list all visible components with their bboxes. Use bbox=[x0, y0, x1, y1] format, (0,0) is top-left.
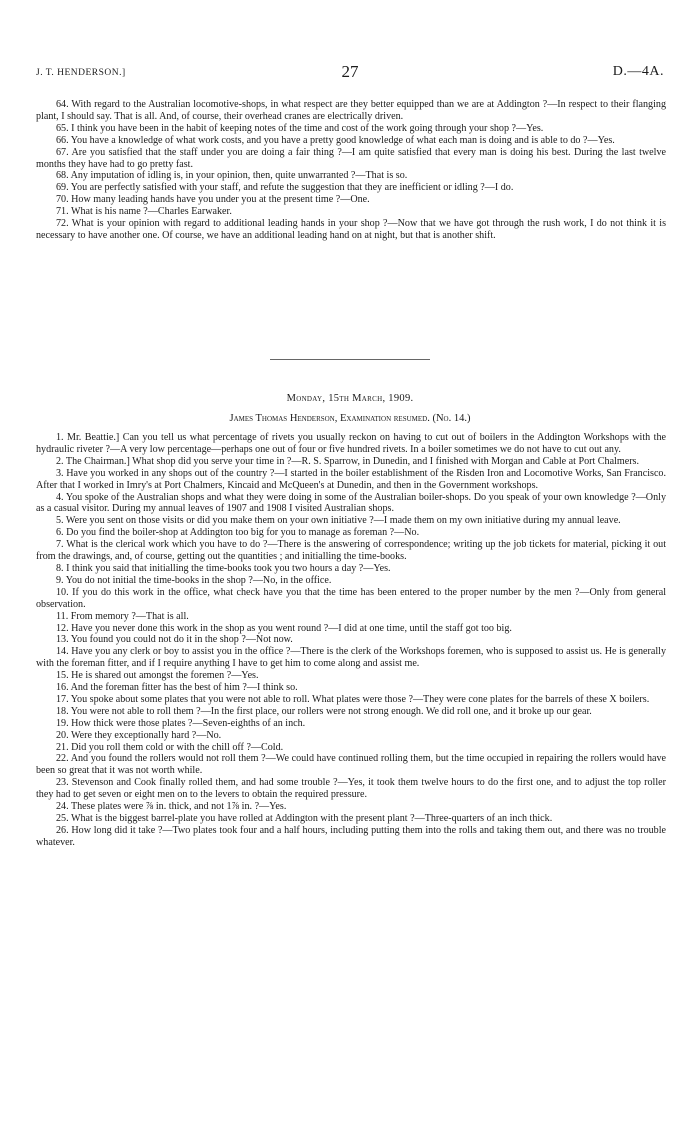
testimony-section-resumed bbox=[36, 432, 666, 849]
question-answer: 6. Do you find the boiler-shop at Addington too big for you to manage as foreman ?—No. bbox=[56, 527, 420, 539]
question-answer: 20. Were they exceptionally hard ?—No. bbox=[56, 729, 222, 741]
page-number: 27 bbox=[341, 62, 359, 81]
question-answer: 7. What is the clerical work which you have to do ?—There is the answering of correspondence; writing up the job tickets for material, picking it out from the drawings, and, of course, getting out the quantities ; and initialling the time-books. bbox=[36, 539, 666, 563]
question-answer: 22. And you found the rollers would not roll them ?—We could have continued rolling them, but the time occupied in repairing the rollers would have been so great that it was not worth while. bbox=[36, 753, 666, 777]
question-answer: 4. You spoke of the Australian shops and what they were doing in some of the Australian boiler-shops. Do you speak of your own knowledge ?—Only as a casual visitor. During my annual leaves of 1907 and 1908 I visited Australian shops. bbox=[36, 491, 666, 515]
question-answer: 10. If you do this work in the office, what check have you that the time has been entered to the proper number by the men ?—Only from general observation. bbox=[36, 586, 666, 610]
question-answer: 17. You spoke about some plates that you were not able to roll. What plates were those ?—They were cone plates for the barrels of these X boilers. bbox=[56, 693, 650, 705]
header-witness-name: J. T. HENDERSON.] bbox=[36, 68, 126, 78]
question-answer: 18. You were not able to roll them ?—In the first place, our rollers were not strong enough. We did roll one, and it broke up our gear. bbox=[56, 705, 592, 717]
question-answer: 8. I think you said that initialling the time-books took you two hours a day ?—Yes. bbox=[56, 562, 391, 574]
question-answer: 65. I think you have been in the habit of keeping notes of the time and cost of the work going through your shop ?—Yes. bbox=[56, 122, 544, 134]
question-answer: 15. He is shared out amongst the foremen ?—Yes. bbox=[56, 670, 259, 682]
question-answer: 24. These plates were ⅞ in. thick, and not 1⅞ in. ?—Yes. bbox=[56, 801, 287, 813]
question-answer: 70. How many leading hands have you under you at the present time ?—One. bbox=[56, 194, 370, 206]
document-reference: D.—4A. bbox=[612, 64, 664, 79]
section-divider bbox=[270, 359, 430, 360]
question-answer: 64. With regard to the Australian locomotive-shops, in what respect are they better equipped than we are at Addington ?—In respect to their flanging plant, I should say. That is all. And, of course, their overhead cranes are electrically driven. bbox=[36, 99, 666, 122]
question-answer: 67. Are you satisfied that the staff under you are doing a fair thing ?—I am quite satisfied that every man is doing his best. During the last twelve months they have had to go pretty fast. bbox=[36, 146, 666, 170]
question-answer: 11. From memory ?—That is all. bbox=[56, 610, 189, 622]
question-answer: 12. Have you never done this work in the shop as you went round ?—I did at one time, until the staff got too big. bbox=[56, 622, 512, 634]
question-answer: 16. And the foreman fitter has the best of him ?—I think so. bbox=[56, 682, 298, 694]
question-answer: 1. Mr. Beattie.] Can you tell us what percentage of rivets you usually reckon on having to cut out of boilers in the Addington Workshops with the hydraulic riveter ?—A very low percentage—perhaps one out of four or five hundred rivets. In a boiler sometimes we do not have to cut out any. bbox=[36, 432, 666, 455]
question-answer: 14. Have you any clerk or boy to assist you in the office ?—There is the clerk of the Workshops foremen, who is supposed to assist us. He is generally with the foreman fitter, and if I require anything I have to get him to come along and assist me. bbox=[36, 646, 666, 670]
question-answer: 19. How thick were those plates ?—Seven-eighths of an inch. bbox=[56, 717, 306, 729]
question-answer: 5. Were you sent on those visits or did you make them on your own initiative ?—I made them on my own initiative during my annual leave. bbox=[56, 515, 621, 527]
page-header bbox=[36, 62, 664, 84]
question-answer: 69. You are perfectly satisfied with your staff, and refute the suggestion that they are inefficient or idling ?—I do. bbox=[56, 182, 514, 194]
question-answer: 21. Did you roll them cold or with the chill off ?—Cold. bbox=[56, 741, 284, 753]
testimony-section-continued bbox=[36, 99, 666, 242]
question-answer: 2. The Chairman.] What shop did you serve your time in ?—R. S. Sparrow, in Dunedin, and I finished with Morgan and Cable at Port Chalmers. bbox=[56, 455, 640, 467]
question-answer: 9. You do not initial the time-books in the shop ?—No, in the office. bbox=[56, 574, 332, 586]
question-answer: 13. You found you could not do it in the shop ?—Not now. bbox=[56, 634, 293, 646]
examination-title: James Thomas Henderson, Examination resumed. (No. 14.) bbox=[229, 413, 471, 424]
question-answer: 66. You have a knowledge of what work costs, and you have a pretty good knowledge of what each man is doing and is able to do ?—Yes. bbox=[56, 134, 615, 146]
question-answer: 25. What is the biggest barrel-plate you have rolled at Addington with the present plant ?—Three-quarters of an inch thick. bbox=[56, 813, 553, 824]
question-answer: 72. What is your opinion with regard to additional leading hands in your shop ?—Now that we have got through the rush work, I do not think it is necessary to have another one. Of course, we have an additional leading hand on at night, but that is another shift. bbox=[36, 218, 666, 241]
question-answer: 68. Any imputation of idling is, in your opinion, then, quite unwarranted ?—That is so. bbox=[56, 170, 408, 182]
question-answer: 23. Stevenson and Cook finally rolled them, and had some trouble ?—Yes, it took them twelve hours to do the first one, and to adjust the top roller they had to get seven or eight men on to the levers to obtain the required pressure. bbox=[36, 777, 666, 801]
question-answer: 71. What is his name ?—Charles Earwaker. bbox=[56, 206, 232, 218]
session-date: Monday, 15th March, 1909. bbox=[286, 393, 414, 404]
question-answer: 3. Have you worked in any shops out of the country ?—I started in the boiler establishment of the Risden Iron and Locomotive Works, San Francisco. After that I worked in Imry's at Port Chalmers, Kincaid and McQueen's at Dunedin, and then in the Government workshops. bbox=[36, 467, 666, 491]
question-answer: 26. How long did it take ?—Two plates took four and a half hours, including putting them into the rolls and taking them out, and there was no trouble whatever. bbox=[36, 824, 666, 848]
